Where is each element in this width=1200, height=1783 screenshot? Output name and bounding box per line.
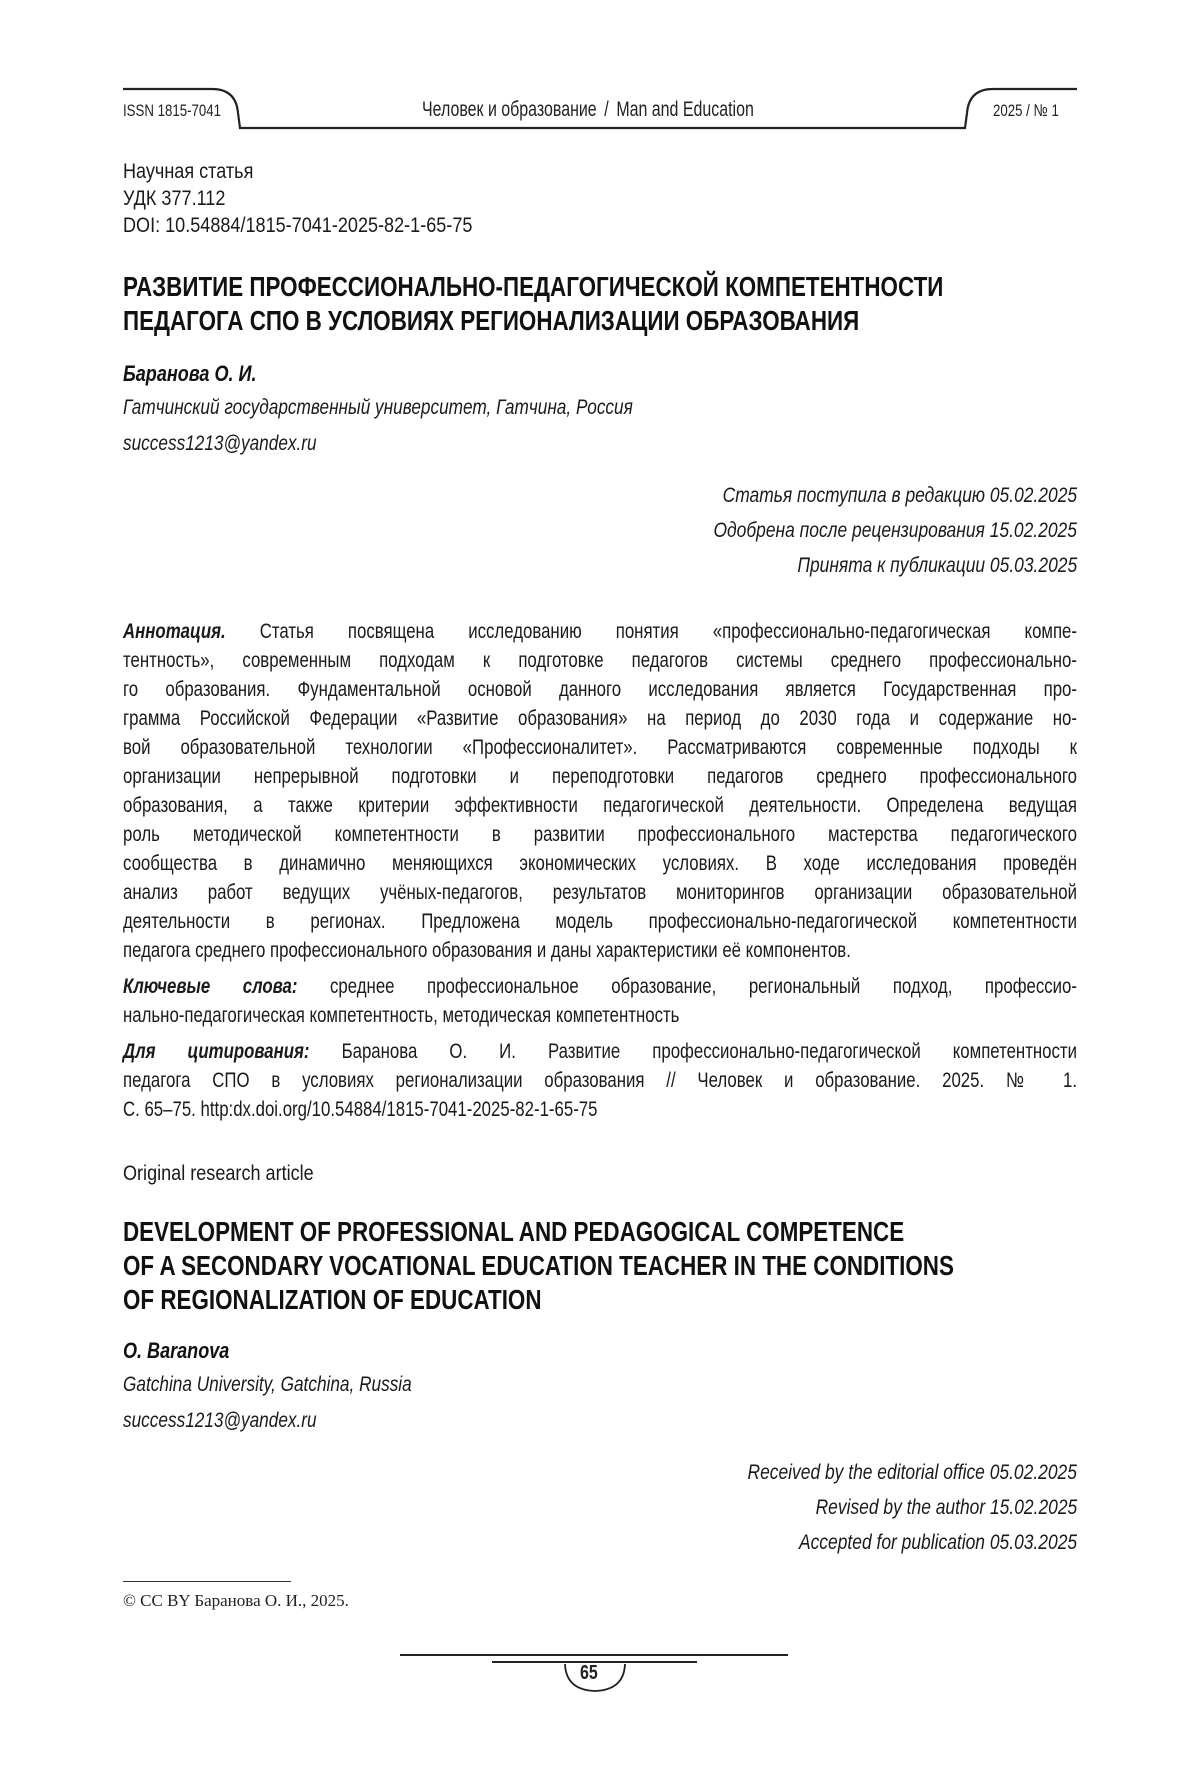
copyright-footnote: © CC BY Баранова О. И., 2025. xyxy=(123,1591,349,1610)
title-ru-line: ПЕДАГОГА СПО В УСЛОВИЯХ РЕГИОНАЛИЗАЦИИ ОБРАЗОВАНИЯ xyxy=(123,305,860,336)
title-en xyxy=(123,1215,1077,1317)
author-name-ru: Баранова О. И. xyxy=(123,361,257,386)
author-name-en: O. Baranova xyxy=(123,1338,230,1363)
abstract-line: вой образовательной технологии «Профессионалитет». Рассматриваются современные подходы к xyxy=(123,736,1077,759)
title-en-line: DEVELOPMENT OF PROFESSIONAL AND PEDAGOGICAL COMPETENCE xyxy=(123,1216,905,1247)
journal-name-ru: Человек и образование xyxy=(422,98,597,121)
date-revised-en: Revised by the author 15.02.2025 xyxy=(815,1496,1077,1519)
abstract-line: Аннотация. Статья посвящена исследованию понятия «профессионально-педагогическая компе- xyxy=(123,620,1077,643)
abstract-line: грамма Российской Федерации «Развитие образования» на период до 2030 года и содержание но- xyxy=(123,707,1077,730)
doi: DOI: 10.54884/1815-7041-2025-82-1-65-75 xyxy=(123,214,473,237)
article-type-en: Original research article xyxy=(123,1162,314,1185)
date-accepted-ru: Принята к публикации 05.03.2025 xyxy=(797,554,1077,577)
date-accepted-en: Accepted for publication 05.03.2025 xyxy=(798,1531,1077,1554)
journal-name xyxy=(422,98,754,122)
abstract-line: сообщества в динамично меняющихся экономических условиях. В ходе исследования проведён xyxy=(123,852,1077,875)
abstract-label: Аннотация. xyxy=(123,620,226,643)
dates-ru xyxy=(377,478,1077,583)
abstract-line: организации непрерывной подготовки и переподготовки педагогов среднего профессионального xyxy=(123,765,1077,788)
title-en-line: OF A SECONDARY VOCATIONAL EDUCATION TEACHER IN THE CONDITIONS xyxy=(123,1250,954,1281)
udc-code: УДК 377.112 xyxy=(123,187,226,210)
keywords-line: нально-педагогическая компетентность, методическая компетентность xyxy=(123,1004,680,1027)
journal-name-separator: / xyxy=(604,98,609,121)
running-header xyxy=(0,0,1200,140)
title-en-line: OF REGIONALIZATION OF EDUCATION xyxy=(123,1284,542,1315)
abstract-ru xyxy=(123,617,1077,965)
abstract-line: анализ работ ведущих учёных-педагогов, результатов мониторингов организации образовательной xyxy=(123,881,1077,904)
dates-en xyxy=(377,1455,1077,1560)
date-received-ru: Статья поступила в редакцию 05.02.2025 xyxy=(722,484,1077,507)
author-en xyxy=(123,1337,1077,1365)
author-ru xyxy=(123,360,1077,388)
title-ru xyxy=(123,270,1077,338)
citation-line: педагога СПО в условиях регионализации образования // Человек и образование. 2025. № 1. xyxy=(123,1069,1077,1092)
date-received-en: Received by the editorial office 05.02.2025 xyxy=(747,1461,1077,1484)
date-revised-ru: Одобрена после рецензирования 15.02.2025 xyxy=(713,519,1077,542)
keywords-ru xyxy=(123,972,1077,1030)
footnote-rule xyxy=(123,1581,291,1582)
abstract-line: образования, а также критерии эффективности педагогической деятельности. Определена ведущая xyxy=(123,794,1077,817)
page-number: 65 xyxy=(580,1662,598,1684)
article-type-ru: Научная статья xyxy=(123,160,254,183)
keywords-label: Ключевые слова: xyxy=(123,975,298,998)
citation-line: Для цитирования: Баранова О. И. Развитие профессионально-педагогической компетентности xyxy=(123,1040,1078,1063)
affiliation-en-block xyxy=(123,1367,1077,1439)
abstract-line: роль методической компетентности в развитии профессионального мастерства педагогического xyxy=(123,823,1077,846)
ru-meta xyxy=(123,158,1077,239)
abstract-line: педагога среднего профессионального образования и даны характеристики её компонентов. xyxy=(123,939,851,962)
article-type-en-block xyxy=(123,1160,1077,1187)
affiliation-ru: Гатчинский государственный университет, Гатчина, Россия xyxy=(123,396,633,419)
email-en[interactable]: success1213@yandex.ru xyxy=(123,1409,317,1432)
affiliation-ru-block xyxy=(123,390,1077,462)
abstract-line: тентность», современным подходам к подготовке педагогов системы среднего профессионально- xyxy=(123,649,1077,672)
issue-number: 2025 / № 1 xyxy=(993,101,1059,120)
keywords-line: Ключевые слова: среднее профессиональное образование, региональный подход, профессио- xyxy=(123,975,1077,998)
affiliation-en: Gatchina University, Gatchina, Russia xyxy=(123,1373,412,1396)
citation-label: Для цитирования: xyxy=(123,1040,310,1063)
abstract-line: го образования. Фундаментальной основой данного исследования является Государственная про- xyxy=(123,678,1077,701)
citation-line[interactable]: С. 65–75. http:dx.doi.org/10.54884/1815-7041-2025-82-1-65-75 xyxy=(123,1098,598,1121)
title-ru-line: РАЗВИТИЕ ПРОФЕССИОНАЛЬНО-ПЕДАГОГИЧЕСКОЙ КОМПЕТЕНТНОСТИ xyxy=(123,271,944,302)
journal-name-en: Man and Education xyxy=(616,98,754,121)
issn: ISSN 1815-7041 xyxy=(123,101,222,120)
email-ru[interactable]: success1213@yandex.ru xyxy=(123,432,317,455)
abstract-line: деятельности в регионах. Предложена модель профессионально-педагогической компетентности xyxy=(123,910,1077,933)
citation-ru xyxy=(123,1037,1077,1124)
